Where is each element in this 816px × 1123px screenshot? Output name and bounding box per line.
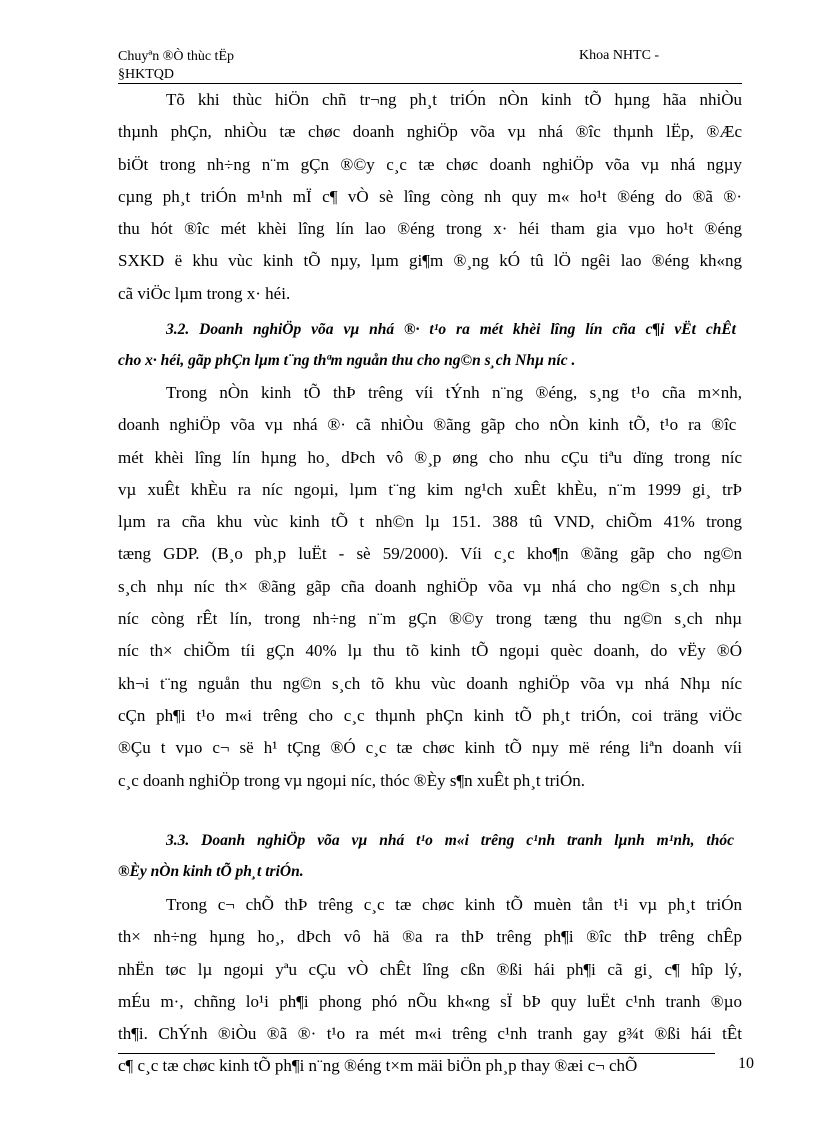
text-line: Trong nÒn kinh tÕ thÞ trêng víi tÝnh n¨ng ®éng, s¸ng t¹o cña m×nh, [166, 383, 742, 402]
text-line: mét khèi lîng lín hµng ho¸ dÞch vô ®¸p øng cho nhu cÇu tiªu dïng trong níc [118, 447, 742, 467]
text-line: 3.2. Doanh nghiÖp võa vµ nhá ®· t¹o ra mét khèi lîng lín cña c¶i vËt chÊt [166, 321, 736, 338]
section-heading [118, 314, 742, 376]
header-title: Chuyªn ®Ò thùc tËp [118, 49, 234, 64]
header-department: Khoa NHTC - [579, 48, 660, 63]
body-paragraph [118, 84, 742, 310]
header-left [118, 48, 234, 84]
text-line: kh¬i t¨ng nguån thu ng©n s¸ch tõ khu vùc doanh nghiÖp võa vµ nhá Nhµ níc [118, 673, 742, 693]
text-line: s¸ch nhµ níc th× ®ãng gãp cña doanh nghiÖp võa vµ nhá cho ng©n s¸ch nhµ [118, 576, 736, 596]
body-paragraph [118, 377, 742, 797]
text-line: th¶i. ChÝnh ®iÒu ®ã ®· t¹o ra mét m«i trêng c¹nh tranh gay g¾t ®ßi hái tÊt [118, 1024, 742, 1044]
text-line: nhËn tøc lµ ngoµi yªu cÇu vÒ chÊt lîng cßn ®ßi hái ph¶i cã gi¸ c¶ hîp lý, [118, 959, 742, 979]
text-line: tæng GDP. (B¸o ph¸p luËt - sè 59/2000). Víi c¸c kho¶n ®ãng gãp cho ng©n [118, 544, 742, 564]
text-line: c¶ c¸c tæ chøc kinh tÕ ph¶i n¨ng ®éng t×m mäi biÖn ph¸p thay ®æi c¬ chÕ [118, 1056, 638, 1076]
text-line: lµm ra cña khu vùc kinh tÕ t nh©n lµ 151. 388 tû VND, chiÕm 41% trong [118, 512, 742, 532]
text-line: ®Èy nÒn kinh tÕ ph¸t triÓn. [118, 863, 304, 880]
text-line: Tõ khi thùc hiÖn chñ tr¬ng ph¸t triÓn nÒn kinh tÕ hµng hãa nhiÒu [166, 90, 742, 109]
text-line: thµnh phÇn, nhiÒu tæ chøc doanh nghiÖp võa vµ nhá ®îc thµnh lËp, ®Æc [118, 122, 742, 142]
text-line: th× nh÷ng hµng ho¸, dÞch vô hä ®a ra thÞ trêng ph¶i ®îc thÞ trêng chÊp [118, 927, 742, 947]
text-line: cho x· héi, gãp phÇn lµm t¨ng thªm nguån thu cho ng©n s¸ch Nhµ níc . [118, 352, 576, 369]
text-line: SXKD ë khu vùc kinh tÕ nµy, lµm gi¶m ®¸ng kÓ tû lÖ ngêi lao ®éng kh«ng [118, 251, 742, 271]
text-line: 3.3. Doanh nghiÖp võa vµ nhá t¹o m«i trêng c¹nh tranh lµnh m¹nh, thóc [166, 832, 734, 849]
text-line: níc còng rÊt lín, trong nh÷ng n¨m gÇn ®©y trong tæng thu ng©n s¸ch nhµ [118, 609, 742, 629]
section-heading [118, 825, 742, 887]
text-line: doanh nghiÖp võa vµ nhá ®· cã nhiÒu ®ãng gãp cho nÒn kinh tÕ, t¹o ra ®îc [118, 415, 737, 435]
text-line: thu hót ®îc mét khèi lîng lín lao ®éng trong x· héi tham gia vµo ho¹t ®éng [118, 219, 742, 239]
header-school: §HKTQD [118, 67, 174, 82]
text-line: mÉu m·, chñng lo¹i ph¶i phong phó nÕu kh«ng sÏ bÞ quy luËt c¹nh tranh ®µo [118, 991, 742, 1011]
text-line: Trong c¬ chÕ thÞ trêng c¸c tæ chøc kinh tÕ muèn tån t¹i vµ ph¸t triÓn [166, 895, 742, 914]
text-line: biÖt trong nh÷ng n¨m gÇn ®©y c¸c tæ chøc doanh nghiÖp võa vµ nhá ngµy [118, 154, 742, 174]
text-line: ®Çu t vµo c¬ së h¹ tÇng ®Ó c¸c tæ chøc kinh tÕ nµy më réng liªn doanh víi [118, 738, 742, 758]
footer-divider [118, 1053, 715, 1054]
text-line: níc th× chiÕm tíi gÇn 40% lµ thu tõ kinh tÕ ngoµi quèc doanh, do vËy ®Ó [118, 641, 742, 661]
text-line: cÇn ph¶i t¹o m«i trêng cho c¸c thµnh phÇn kinh tÕ ph¸t triÓn, coi träng viÖc [118, 705, 742, 725]
page-number: 10 [738, 1055, 754, 1072]
text-line: cµng ph¸t triÓn m¹nh mÏ c¶ vÒ sè lîng còng nh quy m« ho¹t ®éng do ®ã ®· [118, 186, 742, 206]
text-line: cã viÖc lµm trong x· héi. [118, 283, 291, 303]
text-line: c¸c doanh nghiÖp trong vµ ngoµi níc, thóc ®Èy s¶n xuÊt ph¸t triÓn. [118, 770, 586, 790]
text-line: vµ xuÊt khÈu ra níc ngoµi, lµm t¨ng kim ng¹ch xuÊt khÈu, n¨m 1999 gi¸ trÞ [118, 479, 742, 499]
